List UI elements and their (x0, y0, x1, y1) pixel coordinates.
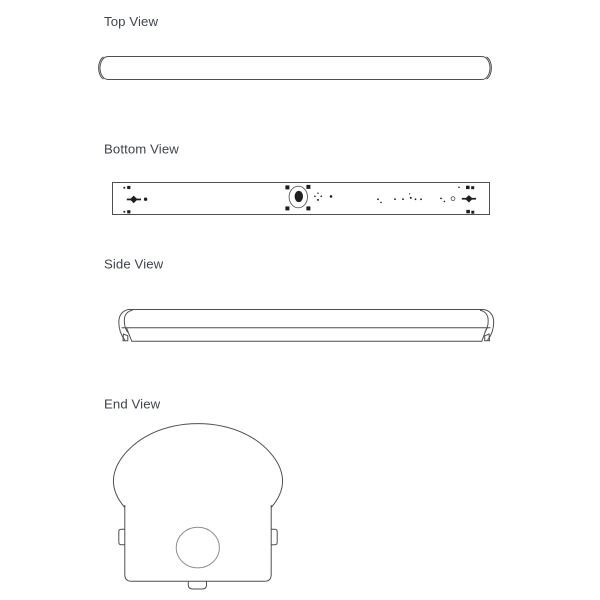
screw-dot (320, 196, 322, 198)
end-view-label: End View (104, 396, 161, 412)
top-view-body (100, 57, 490, 80)
side-view-lens-profile (127, 328, 487, 342)
screw-dot (420, 198, 422, 200)
screw-dot (123, 187, 125, 189)
top-view-left-endcap-arc (99, 57, 104, 79)
end-view-drawing (113, 424, 282, 589)
screw-dot (402, 198, 404, 200)
top-view-label: Top View (104, 14, 159, 29)
screw-dot (410, 197, 412, 199)
screw-dot (394, 198, 396, 200)
knockout-hole (295, 191, 303, 202)
screw-pad (466, 186, 470, 189)
screw-dot (314, 196, 316, 198)
end-view-bottom-tab (188, 581, 206, 589)
screw-dot (380, 202, 382, 204)
screw-pad (471, 186, 474, 189)
side-view-label: Side View (104, 256, 164, 272)
side-view-drawing (119, 310, 494, 342)
screw-dot (317, 193, 318, 194)
side-view-left-foot (123, 334, 128, 341)
top-view-right-endcap-arc (487, 57, 492, 79)
end-view-lens-dome (113, 424, 282, 508)
screw-dot (444, 201, 446, 203)
mount-pad (285, 206, 289, 210)
screw-dot (317, 199, 319, 201)
bottom-view-drawing (113, 183, 490, 215)
screw-pad (466, 210, 470, 213)
top-view-drawing (99, 57, 492, 80)
end-view-housing-body (125, 505, 271, 581)
side-view-right-endcap-inner (480, 310, 488, 332)
screw-dot (377, 198, 379, 200)
screw-dot (440, 198, 442, 200)
mount-pad (306, 206, 310, 210)
screw-dot (458, 187, 460, 189)
end-view-left-latch (119, 529, 125, 545)
bottom-view-label: Bottom View (104, 141, 179, 157)
mount-pad (285, 185, 289, 189)
mount-pad (306, 185, 310, 189)
screw-pad (127, 210, 130, 213)
screw-pad (471, 211, 474, 214)
screw-pad (127, 186, 130, 189)
screw-dot (409, 193, 410, 194)
screw-dot (330, 195, 333, 198)
screw-dot (415, 198, 417, 200)
side-view-right-foot (485, 334, 490, 341)
side-view-left-endcap-inner (124, 310, 132, 332)
screw-dot (123, 211, 125, 213)
end-view-right-latch (271, 529, 277, 545)
screw-dot (144, 198, 147, 201)
end-view-knockout-circle (176, 527, 219, 568)
